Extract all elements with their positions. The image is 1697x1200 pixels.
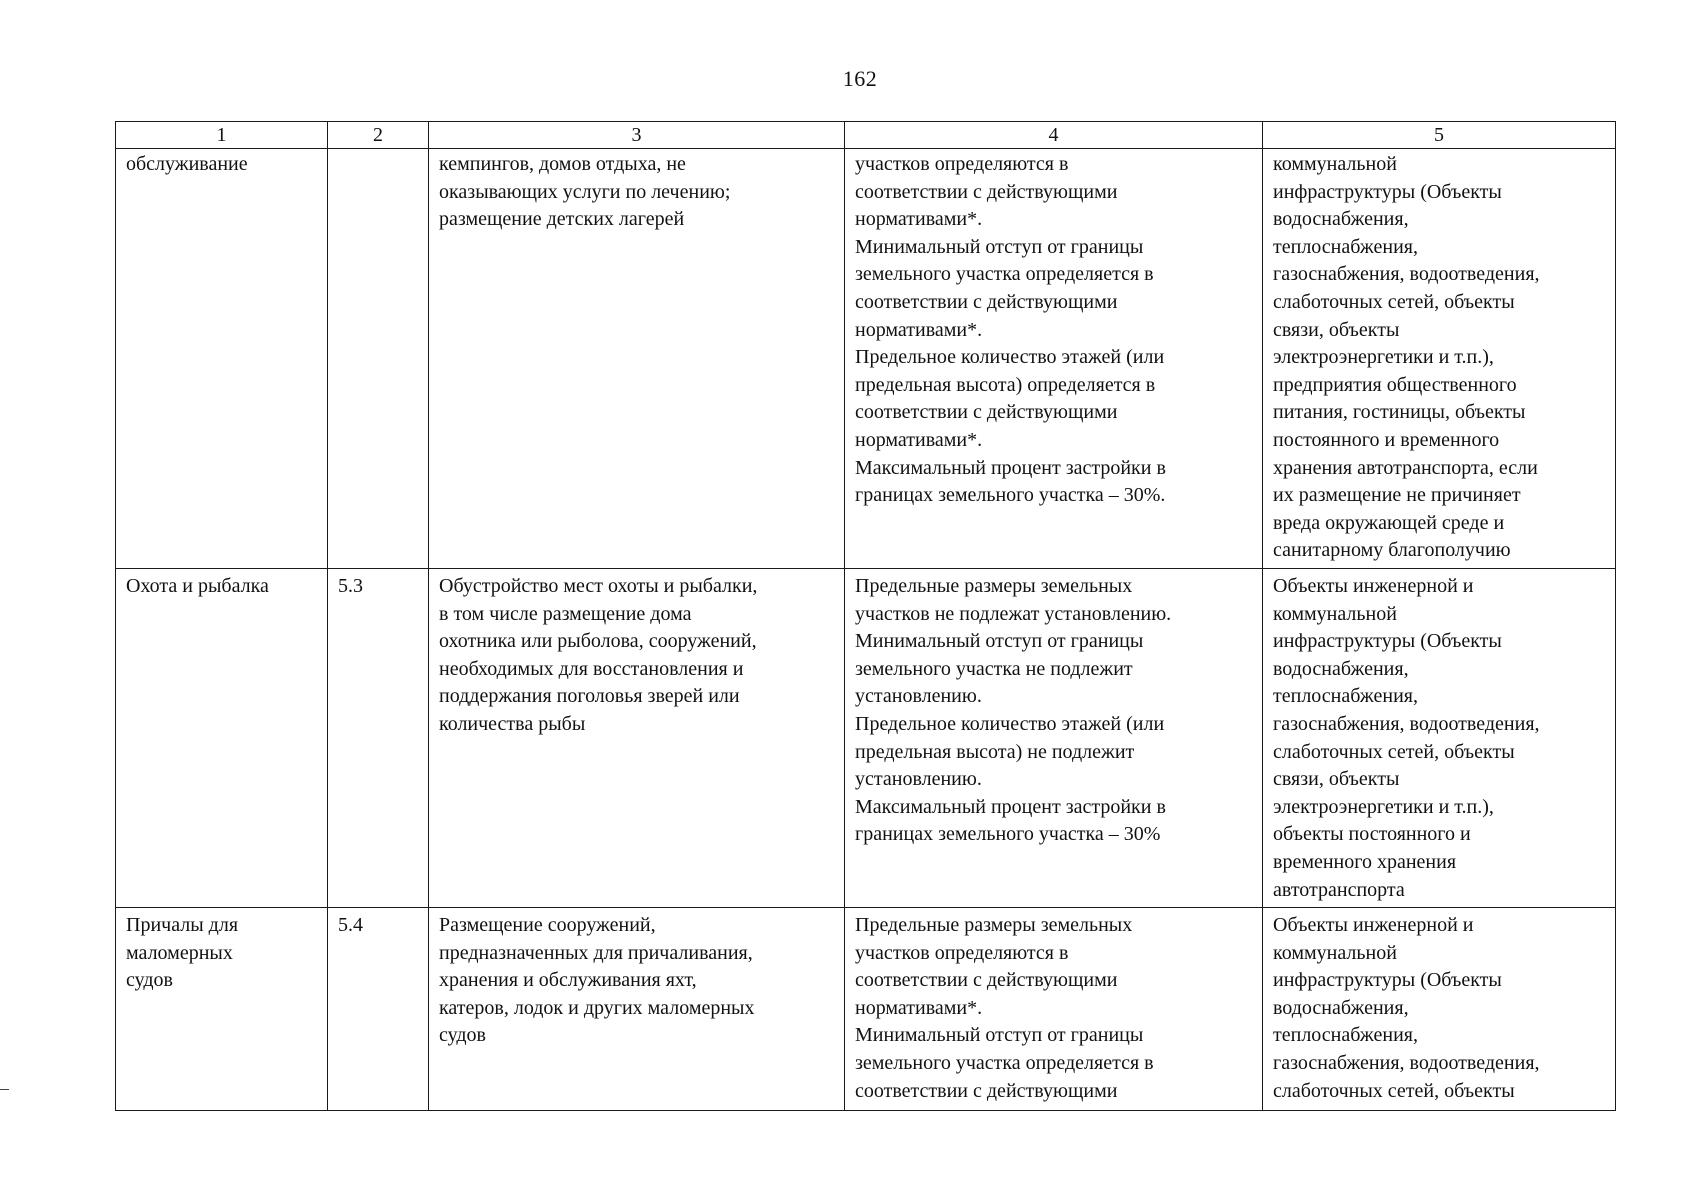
cell-text-line: предназначенных для причаливания, (439, 941, 753, 964)
column-header-2: 2 (328, 122, 429, 149)
use-description-cell (429, 569, 845, 908)
cell-text-line: коммунальной (1273, 941, 1397, 964)
cell-text-line: теплоснабжения, (1273, 235, 1418, 258)
page-number: 162 (842, 66, 878, 91)
cell-text-line: объекты постоянного и (1273, 823, 1471, 846)
cell-text-line: Минимальный отступ от границы (855, 1024, 1144, 1047)
use-name-cell: Охота и рыбалка (116, 569, 328, 908)
cell-text-line: хранения автотранспорта, если (1273, 456, 1538, 479)
auxiliary-uses-cell (1263, 908, 1616, 1111)
use-code-cell: 5.3 (328, 569, 429, 908)
cell-text-line: Предельное количество этажей (или (855, 712, 1165, 735)
cell-text-line: инфраструктуры (Объекты (1273, 180, 1502, 203)
cell-text-line: предельная высота) определяется в (855, 373, 1156, 396)
cell-text-line: Предельные размеры земельных (855, 914, 1133, 936)
cell-text-line: соответствии с действующими (855, 1079, 1118, 1102)
cell-text-line: их размещение не причиняет (1273, 484, 1521, 507)
table-row (116, 149, 1616, 569)
cell-text-line: хранения и обслуживания яхт, (439, 969, 697, 992)
column-header-4: 4 (845, 122, 1263, 149)
cell-text-line: газоснабжения, водоотведения, (1273, 263, 1540, 286)
cell-text-line: нормативами*. (855, 318, 983, 341)
margin-tick-mark (0, 1089, 9, 1090)
cell-text-line: временного хранения (1273, 850, 1457, 873)
cell-text-line: Предельные размеры земельных (855, 575, 1133, 597)
cell-text-line: маломерных (126, 941, 233, 964)
cell-text-line: Размещение сооружений, (439, 914, 656, 936)
column-header-1: 1 (116, 122, 328, 149)
cell-text-line: установлению. (855, 685, 982, 708)
cell-text-line: Причалы для (126, 914, 239, 936)
cell-text-line: охотника или рыболова, сооружений, (439, 630, 757, 653)
cell-text-line: необходимых для восстановления и (439, 657, 744, 680)
cell-text-line: количества рыбы (439, 712, 586, 735)
use-name-cell (116, 908, 328, 1111)
cell-text-line: в том числе размещение дома (439, 602, 692, 625)
cell-text-line: автотранспорта (1273, 878, 1405, 901)
cell-text-line: соответствии с действующими (855, 401, 1118, 424)
cell-text-line: Минимальный отступ от границы (855, 630, 1144, 653)
cell-text-line: водоснабжения, (1273, 208, 1409, 231)
cell-text-line: земельного участка определяется в (855, 1051, 1154, 1074)
cell-text-line: теплоснабжения, (1273, 685, 1418, 708)
cell-text-line: катеров, лодок и других маломерных (439, 996, 755, 1019)
auxiliary-uses-cell (1263, 149, 1616, 569)
column-header-3: 3 (429, 122, 845, 149)
cell-text-line: поддержания поголовья зверей или (439, 685, 740, 708)
cell-text-line: Максимальный процент застройки в (855, 795, 1166, 818)
use-description-cell (429, 908, 845, 1111)
cell-text-line: питания, гостиницы, объекты (1273, 401, 1526, 424)
cell-text-line: соответствии с действующими (855, 290, 1118, 313)
cell-text-line: границах земельного участка – 30%. (855, 484, 1166, 507)
cell-text-line: участков определяются в (855, 941, 1069, 964)
cell-text-line: электроэнергетики и т.п.), (1273, 346, 1494, 369)
use-name-cell: обслуживание (116, 149, 328, 569)
cell-text-line: участков определяются в (855, 153, 1069, 175)
cell-text-line: коммунальной (1273, 153, 1397, 175)
cell-text-line: Объекты инженерной и (1273, 914, 1474, 936)
cell-text-line: слаботочных сетей, объекты (1273, 740, 1515, 763)
column-header-5: 5 (1263, 122, 1616, 149)
cell-text-line: Обустройство мест охоты и рыбалки, (439, 575, 758, 597)
cell-text-line: границах земельного участка – 30% (855, 823, 1161, 846)
cell-text-line: земельного участка определяется в (855, 263, 1154, 286)
cell-text-line: санитарному благополучию (1273, 539, 1511, 562)
cell-text-line: постоянного и временного (1273, 428, 1500, 451)
cell-text-line: связи, объекты (1273, 768, 1400, 791)
cell-text-line: размещение детских лагерей (439, 208, 685, 231)
cell-text-line: слаботочных сетей, объекты (1273, 290, 1515, 313)
cell-text-line: соответствии с действующими (855, 180, 1118, 203)
cell-text-line: соответствии с действующими (855, 969, 1118, 992)
cell-text-line: Предельное количество этажей (или (855, 346, 1165, 369)
cell-text-line: судов (439, 1024, 486, 1047)
table-row (116, 569, 1616, 908)
cell-text-line: кемпингов, домов отдыха, не (439, 153, 686, 175)
use-code-cell: 5.4 (328, 908, 429, 1111)
cell-text-line: газоснабжения, водоотведения, (1273, 712, 1540, 735)
table-row (116, 908, 1616, 1111)
cell-text-line: установлению. (855, 768, 982, 791)
cell-text-line: Объекты инженерной и (1273, 575, 1474, 597)
cell-text-line: связи, объекты (1273, 318, 1400, 341)
cell-text-line: вреда окружающей среде и (1273, 511, 1505, 534)
cell-text-line: нормативами*. (855, 996, 983, 1019)
auxiliary-uses-cell (1263, 569, 1616, 908)
cell-text-line: слаботочных сетей, объекты (1273, 1079, 1515, 1102)
cell-text-line: коммунальной (1273, 602, 1397, 625)
cell-text-line: Минимальный отступ от границы (855, 235, 1144, 258)
cell-text-line: судов (126, 969, 173, 992)
cell-text-line: нормативами*. (855, 208, 983, 231)
use-parameters-cell (845, 569, 1263, 908)
cell-text-line: земельного участка не подлежит (855, 657, 1133, 680)
use-code-cell (328, 149, 429, 569)
table-header-row (116, 122, 1616, 149)
use-parameters-cell (845, 149, 1263, 569)
cell-text-line: инфраструктуры (Объекты (1273, 969, 1502, 992)
cell-text-line: водоснабжения, (1273, 657, 1409, 680)
use-description-cell (429, 149, 845, 569)
cell-text-line: газоснабжения, водоотведения, (1273, 1051, 1540, 1074)
cell-text-line: предельная высота) не подлежит (855, 740, 1135, 763)
cell-text-line: инфраструктуры (Объекты (1273, 630, 1502, 653)
use-parameters-cell (845, 908, 1263, 1111)
cell-text-line: нормативами*. (855, 428, 983, 451)
cell-text-line: оказывающих услуги по лечению; (439, 180, 731, 203)
cell-text-line: участков не подлежат установлению. (855, 602, 1172, 625)
cell-text-line: электроэнергетики и т.п.), (1273, 795, 1494, 818)
cell-text-line: предприятия общественного (1273, 373, 1517, 396)
cell-text-line: Максимальный процент застройки в (855, 456, 1166, 479)
cell-text-line: теплоснабжения, (1273, 1024, 1418, 1047)
cell-text-line: водоснабжения, (1273, 996, 1409, 1019)
regulations-table (115, 121, 1616, 1111)
